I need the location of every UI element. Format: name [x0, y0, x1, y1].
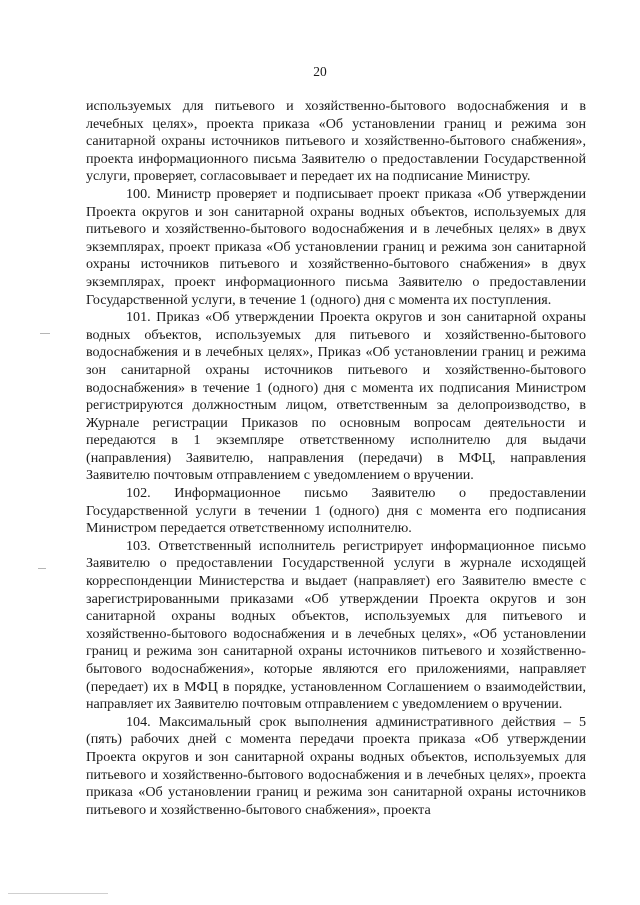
paragraph-104: 104. Максимальный срок выполнения административного действия – 5 (пять) рабочих дней с момента передачи проекта приказа «Об утверждении Проекта округов и зон санитарной охраны водных объектов, используемых для питьевого и хозяйственно-бытового водоснабжения и в лечебных целях», проекта приказа «Об установлении границ и режима зон санитарной охраны источников питьевого и хозяйственно-бытового снабжения», проекта	[86, 713, 586, 818]
paragraph-103: 103. Ответственный исполнитель регистрирует информационное письмо Заявителю о предоставлении Государственной услуги в журнале исходящей корреспонденции Министерства и выдает (направляет) его Заявителю вместе с зарегистрированными приказами «Об утверждении Проекта округов и зон санитарной охраны водных объектов, используемых для питьевого и хозяйственно-бытового водоснабжения и в лечебных целях», «Об установлении границ и режима зон санитарной охраны источников питьевого и хозяйственно-бытового водоснабжения», которые являются его приложениями, направляет (передает) их в МФЦ в порядке, установленном Соглашением о взаимодействии, направляет их Заявителю почтовым отправлением с уведомлением о вручении.	[86, 537, 586, 713]
paragraph-102: 102. Информационное письмо Заявителю о предоставлении Государственной услуги в течении 1 (одного) дня с момента его подписания Министром передается ответственному исполнителю.	[86, 485, 586, 537]
paragraph-101: 101. Приказ «Об утверждении Проекта округов и зон санитарной охраны водных объектов, используемых для питьевого и хозяйственно-бытового водоснабжения и в лечебных целях», Приказ «Об установлении границ и режима зон санитарной охраны источников питьевого и хозяйственно-бытового водоснабжения» в течение 1 (одного) дня с момента их подписания Министром регистрируются должностным лицом, ответственным за делопроизводство, в Журнале регистрации Приказов по основным вопросам деятельности и передаются в 1 экземпляре ответственному исполнителю для выдачи (направления) Заявителю, направления (передачи) в МФЦ, направления Заявителю почтовым отправлением с уведомлением о вручении.	[86, 309, 586, 484]
paragraph-continuation: используемых для питьевого и хозяйственно-бытового водоснабжения и в лечебных целях», проекта приказа «Об установлении границ и режима зон санитарной охраны источников питьевого и хозяйственно-бытового снабжения», проекта информационного письма Заявителю о предоставлении Государственной услуги, проверяет, согласовывает и передает их на подписание Министру.	[86, 98, 586, 185]
page-number: 20	[313, 64, 327, 79]
scan-artifact-left-bottom	[38, 568, 46, 569]
paragraph-100: 100. Министр проверяет и подписывает проект приказа «Об утверждении Проекта округов и зон санитарной охраны водных объектов, используемых для питьевого и хозяйственно-бытового водоснабжения и в лечебных целях» в двух экземплярах, проект приказа «Об установлении границ и режима зон санитарной охраны источников питьевого и хозяйственно-бытового снабжения» в двух экземплярах, проект информационного письма Заявителю о предоставлении Государственной услуги, в течение 1 (одного) дня с момента их поступления.	[86, 185, 586, 308]
scan-artifact-bottom	[8, 893, 108, 894]
document-body	[86, 98, 586, 819]
scan-artifact-left-top	[40, 333, 50, 334]
